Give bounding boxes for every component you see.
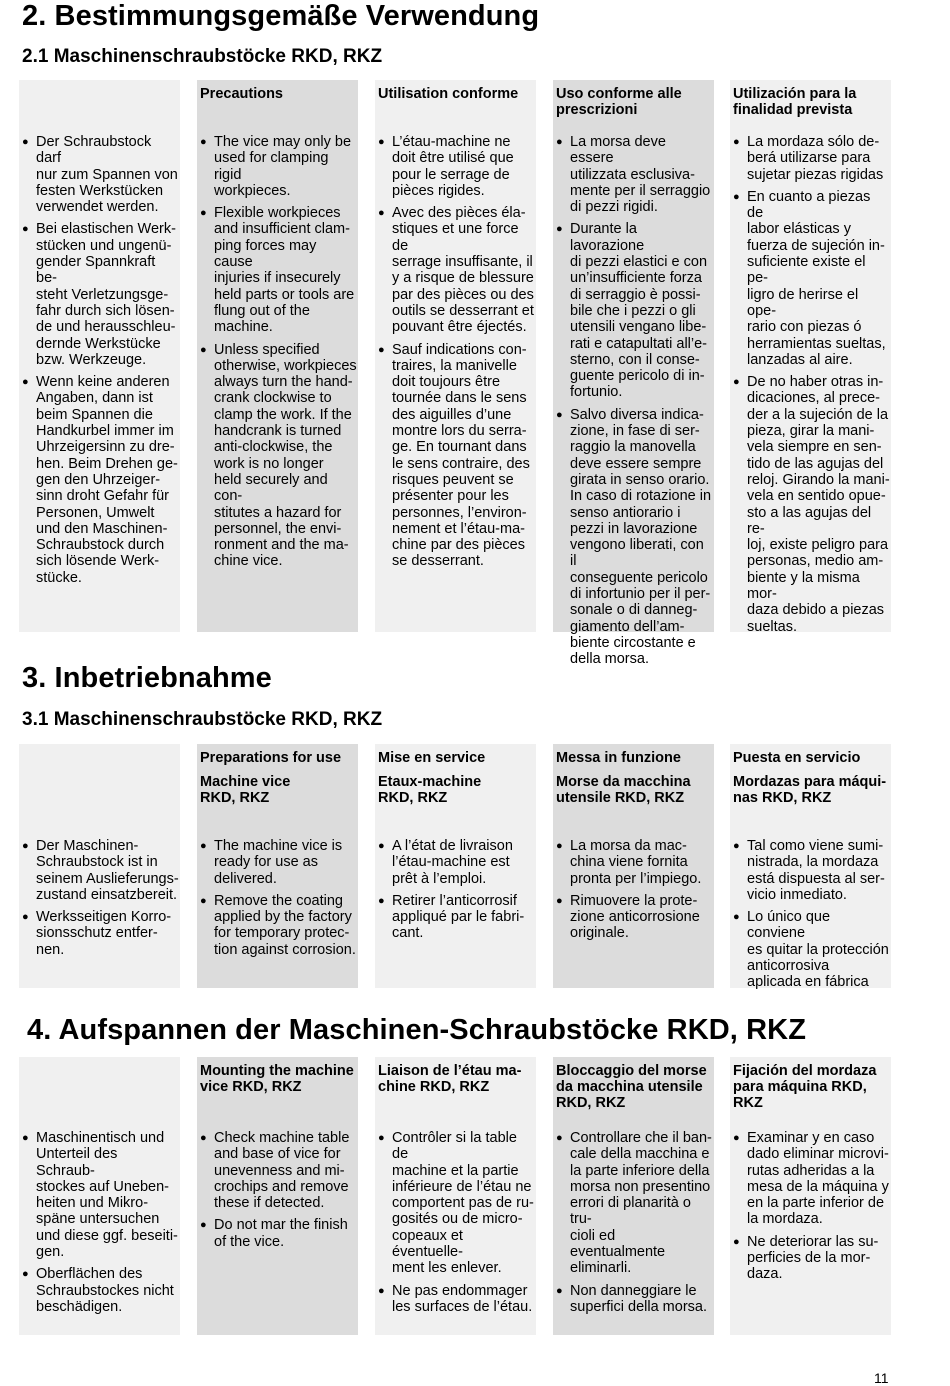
column-heading: Mordazas para máqui- nas RKD, RKZ xyxy=(733,774,887,806)
list-item: ● La mordaza sólo de- berá utilizarse para sujetar piezas rigidas xyxy=(733,134,890,183)
section-3-subtitle: 3.1 Maschinenschraubstöcke RKD, RKZ xyxy=(22,709,383,730)
bullet-list xyxy=(378,134,535,576)
list-item: ● Der Schraubstock darf nur zum Spannen von festen Werkstücken verwendet werden. xyxy=(22,134,179,215)
s2-column-es xyxy=(730,80,891,635)
bullet-list xyxy=(733,1130,890,1289)
bullet-list xyxy=(556,1130,713,1321)
list-item: ● Oberflächen des Schraubstockes nicht beschädigen. xyxy=(22,1266,179,1315)
column-heading: Messa in funzione xyxy=(556,750,681,766)
bullet-list xyxy=(378,838,535,948)
list-item: ● Avec des pièces éla- stiques et une force de serrage insuffisante, il y a risque de blessure par des pièces ou des outils se desserrant et pouvant être éjectés. xyxy=(378,205,535,335)
list-item: ● L’étau-machine ne doit être utilisé que pour le serrage de pièces rigides. xyxy=(378,134,535,199)
bullet-list xyxy=(378,1130,535,1321)
list-item: ● Do not mar the finish of the vice. xyxy=(200,1217,357,1250)
list-item: ● Flexible workpieces and insufficient clam- ping forces may cause injuries if insecurely held parts or tools are flung out of the machine. xyxy=(200,205,357,335)
column-heading: Mounting the machine vice RKD, RKZ xyxy=(200,1063,354,1095)
list-item: ● Rimuovere la prote- zione anticorrosione originale. xyxy=(556,893,713,942)
list-item: ● Controllare che il ban- cale della macchina e la parte inferiore della morsa non presentino errori di planarità o tru- cioli ed eventualmente eliminarli. xyxy=(556,1130,713,1277)
column-heading: Fijación del mordaza para máquina RKD, RKZ xyxy=(733,1063,877,1111)
list-item: ● Salvo diversa indica- zione, in fase di ser- raggio la manovella deve essere sempre girata in senso orario. In caso di rotazione in senso antiorario i pezzi in lavorazione vengono liberati, con il conseguente pericolo di infortunio per il per- sonale o di danneg- giamento dell’am- biente circostante e della morsa. xyxy=(556,407,713,668)
s4-column-it xyxy=(553,1057,714,1335)
list-item: ● La morsa da mac- china viene fornita pronta per l’impiego. xyxy=(556,838,713,887)
column-heading: Machine vice RKD, RKZ xyxy=(200,774,291,806)
s2-column-fr xyxy=(375,80,536,632)
s3-column-it xyxy=(553,744,714,988)
list-item: ● Lo único que conviene es quitar la protección anticorrosiva aplicada en fábrica xyxy=(733,909,890,990)
page-number: 11 xyxy=(874,1370,889,1386)
list-item: ● Ne deteriorar las su- perficies de la mor- daza. xyxy=(733,1234,890,1283)
s3-column-fr xyxy=(375,744,536,988)
list-item: ● The machine vice is ready for use as delivered. xyxy=(200,838,357,887)
list-item: ● Unless specified otherwise, workpieces always turn the hand- crank clockwise to clamp the work. If the handcrank is turned anti-clockwise, the work is no longer held securely and con- stitutes a hazard for personnel, the envi- ronment and the ma- chine vice. xyxy=(200,342,357,570)
column-heading: Bloccaggio del morse da macchina utensile RKD, RKZ xyxy=(556,1063,707,1111)
s3-column-de xyxy=(19,744,180,988)
list-item: ● Contrôler si la table de machine et la partie inférieure de l’étau ne comportent pas de ru- gosités ou de micro- copeaux et éventuelle- ment les enlever. xyxy=(378,1130,535,1277)
section-2-subtitle: 2.1 Maschinenschraubstöcke RKD, RKZ xyxy=(22,46,383,67)
list-item: ● The vice may only be used for clamping rigid workpieces. xyxy=(200,134,357,199)
column-heading: Puesta en servicio xyxy=(733,750,861,766)
list-item: ● Retirer l’anticorrosif appliqué par le fabri- cant. xyxy=(378,893,535,942)
section-4-title: 4. Aufspannen der Maschinen-Schraubstöcke RKD, RKZ xyxy=(27,1014,807,1046)
list-item: ● Wenn keine anderen Angaben, dann ist beim Spannen die Handkurbel immer im Uhrzeigersinn zu dre- hen. Beim Drehen ge- gen den Uhrzeiger- sinn droht Gefahr für Personen, Umwelt und den Maschinen- Schraubstock durch sich lösende Werk- stücke. xyxy=(22,374,179,586)
section-3-title: 3. Inbetriebnahme xyxy=(22,662,272,694)
s3-column-es xyxy=(730,744,891,991)
s4-column-fr xyxy=(375,1057,536,1335)
column-heading: Uso conforme alle prescrizioni xyxy=(556,86,682,118)
bullet-list xyxy=(556,134,713,674)
bullet-list xyxy=(200,134,357,576)
list-item: ● Remove the coating applied by the factory for temporary protec- tion against corrosion. xyxy=(200,893,357,958)
bullet-list xyxy=(22,838,179,964)
list-item: ● A l’état de livraison l’étau-machine est prêt à l’emploi. xyxy=(378,838,535,887)
bullet-list xyxy=(22,1130,179,1321)
column-heading: Liaison de l’étau ma- chine RKD, RKZ xyxy=(378,1063,522,1095)
column-heading: Mise en service xyxy=(378,750,486,766)
bullet-list xyxy=(200,1130,357,1256)
list-item: ● La morsa deve essere utilizzata esclusiva- mente per il serraggio di pezzi rigidi. xyxy=(556,134,713,215)
s2-column-de xyxy=(19,80,180,632)
list-item: ● Ne pas endommager les surfaces de l’étau. xyxy=(378,1283,535,1316)
s4-column-de xyxy=(19,1057,180,1335)
list-item: ● Werksseitigen Korro- sionsschutz entfer- nen. xyxy=(22,909,179,958)
bullet-list xyxy=(556,838,713,948)
bullet-list xyxy=(22,134,179,592)
list-item: ● De no haber otras in- dicaciones, al prece- der a la sujeción de la pieza, girar la mani- vela siempre en sen- tido de las agujas del reloj. Girando la mani- vela en sentido opue- sto a las agujas del re- loj, existe peligro para personas, medio am- biente y la misma mor- daza debido a piezas sueltas. xyxy=(733,374,890,635)
column-heading: Utilisation conforme xyxy=(378,86,519,102)
list-item: ● Check machine table and base of vice for unevenness and mi- crochips and remove these if detected. xyxy=(200,1130,357,1211)
column-heading: Etaux-machine RKD, RKZ xyxy=(378,774,482,806)
bullet-list xyxy=(733,838,890,997)
s4-column-es xyxy=(730,1057,891,1335)
s4-column-en xyxy=(197,1057,358,1335)
column-heading: Preparations for use xyxy=(200,750,342,766)
list-item: ● Sauf indications con- traires, la manivelle doit toujours être tournée dans le sens des aiguilles d’une montre lors du serra- ge. En tournant dans le sens contraire, des risques peuvent se présenter pour les personnes, l’environ- nement et l’étau-ma- chine par des pièces se desserrant. xyxy=(378,342,535,570)
s2-column-it xyxy=(553,80,714,668)
column-heading: Morse da macchina utensile RKD, RKZ xyxy=(556,774,691,806)
bullet-list xyxy=(733,134,890,641)
section-2-title: 2. Bestimmungsgemäße Verwendung xyxy=(22,0,540,32)
list-item: ● Durante la lavorazione di pezzi elastici e con un’insufficiente forza di serraggio è possi- bile che i pezzi o gli utensili vengano libe- rati e catapultati all’e- sterno, con il conse- guente pericolo di in- fortunio. xyxy=(556,221,713,400)
list-item: ● Bei elastischen Werk- stücken und ungenü- gender Spannkraft be- steht Verletzungsge- fahr durch sich lösen- de und herausschleu- dernde Werkstücke bzw. Werkzeuge. xyxy=(22,221,179,368)
list-item: ● Tal como viene sumi- nistrada, la mordaza está dispuesta al ser- vicio inmediato. xyxy=(733,838,890,903)
list-item: ● Der Maschinen- Schraubstock ist in seinem Auslieferungs- zustand einsatzbereit. xyxy=(22,838,179,903)
column-heading: Utilización para la finalidad prevista xyxy=(733,86,857,118)
column-heading: Precautions xyxy=(200,86,283,102)
list-item: ● En cuanto a piezas de labor elásticas y fuerza de sujeción in- suficiente existe el pe- ligro de herirse el ope- rario con piezas ó herramientas sueltas, lanzadas al aire. xyxy=(733,189,890,368)
s2-column-en xyxy=(197,80,358,632)
list-item: ● Non danneggiare le superfici della morsa. xyxy=(556,1283,713,1316)
list-item: ● Maschinentisch und Unterteil des Schraub- stockes auf Uneben- heiten und Mikro- späne untersuchen und diese ggf. beseiti- gen. xyxy=(22,1130,179,1260)
list-item: ● Examinar y en caso dado eliminar microvi- rutas adheridas a la mesa de la máquina y en la parte inferior de la mordaza. xyxy=(733,1130,890,1228)
bullet-list xyxy=(200,838,357,964)
s3-column-en xyxy=(197,744,358,988)
